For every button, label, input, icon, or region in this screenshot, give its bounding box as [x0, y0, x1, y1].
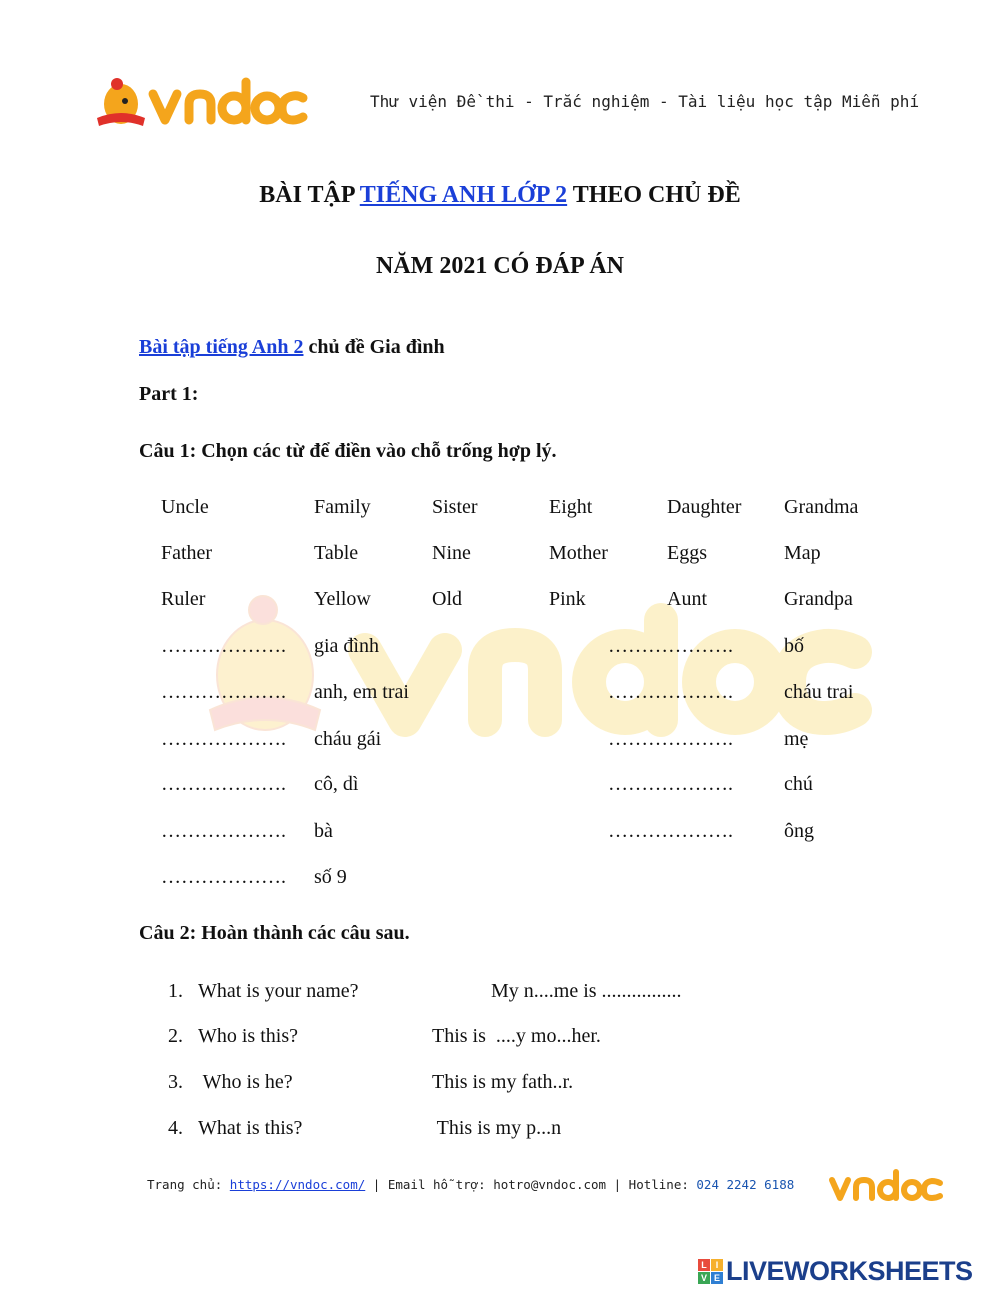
liveworksheets-badge[interactable]	[698, 1256, 973, 1286]
word-item: Aunt	[667, 588, 707, 610]
answer-blank[interactable]: ……………….	[608, 728, 733, 750]
word-item: Nine	[432, 542, 471, 564]
sentence-answer[interactable]: This is my fath..r.	[432, 1071, 574, 1093]
part-label: Part 1:	[139, 383, 199, 405]
document-title-line1	[0, 182, 1000, 209]
word-item: Old	[432, 588, 462, 610]
sentence-answer[interactable]: This is my p...n	[432, 1117, 562, 1139]
badge-letter: L	[698, 1259, 710, 1271]
list-number: 2.	[168, 1025, 183, 1047]
vndoc-logo[interactable]	[95, 74, 310, 134]
badge-letter: I	[711, 1259, 723, 1271]
title-link[interactable]: TIẾNG ANH LỚP 2	[359, 182, 568, 208]
list-number: 4.	[168, 1117, 183, 1139]
document-title-line2: NĂM 2021 CÓ ĐÁP ÁN	[376, 253, 624, 279]
sentence-answer[interactable]: My n....me is ................	[491, 980, 682, 1002]
footer-prefix: Trang chủ:	[147, 1177, 230, 1192]
badge-letter: V	[698, 1272, 710, 1284]
word-item: Eggs	[667, 542, 707, 564]
answer-blank[interactable]: ……………….	[608, 635, 733, 657]
mascot-watermark-icon	[210, 596, 320, 730]
footer-info	[147, 1177, 794, 1192]
word-item: Eight	[549, 496, 593, 518]
answer-blank[interactable]: ……………….	[161, 773, 286, 795]
list-number: 3.	[168, 1071, 183, 1093]
section-link[interactable]: Bài tập tiếng Anh 2	[139, 336, 304, 358]
section-heading	[139, 336, 445, 359]
sentence-question: Who is this?	[198, 1025, 298, 1047]
answer-blank[interactable]: ……………….	[608, 820, 733, 842]
footer-hotline[interactable]: 024 2242 6188	[696, 1177, 795, 1192]
word-item: Grandma	[784, 496, 859, 518]
answer-blank[interactable]: ……………….	[161, 866, 286, 888]
answer-blank[interactable]: ……………….	[161, 635, 286, 657]
word-item: Daughter	[667, 496, 742, 518]
sentence-question: What is your name?	[198, 980, 359, 1002]
word-item: Map	[784, 542, 821, 564]
answer-blank[interactable]: ……………….	[608, 681, 733, 703]
sentence-question: What is this?	[198, 1117, 303, 1139]
sentence-question: Who is he?	[198, 1071, 293, 1093]
chicken-mascot-icon	[97, 78, 145, 126]
word-item: Father	[161, 542, 213, 564]
question-1-heading: Câu 1: Chọn các từ để điền vào chỗ trống hợp lý.	[139, 440, 557, 462]
word-item: Table	[314, 542, 359, 564]
meaning-label: mẹ	[784, 728, 809, 750]
word-item: Uncle	[161, 496, 209, 518]
meaning-label: ông	[784, 820, 814, 842]
word-item: Grandpa	[784, 588, 853, 610]
meaning-label: cô, dì	[314, 773, 359, 795]
footer-vndoc-logo[interactable]	[828, 1168, 946, 1204]
meaning-label: cháu gái	[314, 728, 382, 750]
answer-blank[interactable]: ……………….	[161, 820, 286, 842]
question-2-heading: Câu 2: Hoàn thành các câu sau.	[139, 922, 410, 944]
vndoc-watermark	[205, 590, 885, 750]
footer-middle: | Email hỗ trợ: hotro@vndoc.com | Hotline:	[365, 1177, 697, 1192]
list-number: 1.	[168, 980, 183, 1002]
word-item: Sister	[432, 496, 478, 518]
title-prefix: BÀI TẬP	[259, 182, 360, 208]
badge-letter: E	[711, 1272, 723, 1284]
header-tagline: Thư viện Đề thi - Trắc nghiệm - Tài liệu học tập Miễn phí	[370, 92, 920, 111]
title-suffix: THEO CHỦ ĐỀ	[567, 182, 741, 208]
answer-blank[interactable]: ……………….	[161, 728, 286, 750]
footer-home-link[interactable]: https://vndoc.com/	[229, 1177, 366, 1192]
word-item: Yellow	[314, 588, 371, 610]
word-item: Mother	[549, 542, 608, 564]
liveworksheets-icon	[698, 1259, 723, 1284]
section-suffix: chủ đề Gia đình	[303, 336, 445, 358]
word-item: Ruler	[161, 588, 206, 610]
answer-blank[interactable]: ……………….	[608, 773, 733, 795]
meaning-label: chú	[784, 773, 813, 795]
sentence-answer[interactable]: This is ....y mo...her.	[432, 1025, 601, 1047]
answer-blank[interactable]: ……………….	[161, 681, 286, 703]
word-item: Pink	[549, 588, 586, 610]
liveworksheets-label: LIVEWORKSHEETS	[726, 1255, 973, 1286]
meaning-label: bố	[784, 635, 804, 657]
word-item: Family	[314, 496, 371, 518]
meaning-label: anh, em trai	[314, 681, 409, 703]
meaning-label: bà	[314, 820, 333, 842]
meaning-label: số 9	[314, 866, 347, 888]
meaning-label: gia đình	[314, 635, 379, 657]
meaning-label: cháu trai	[784, 681, 854, 703]
